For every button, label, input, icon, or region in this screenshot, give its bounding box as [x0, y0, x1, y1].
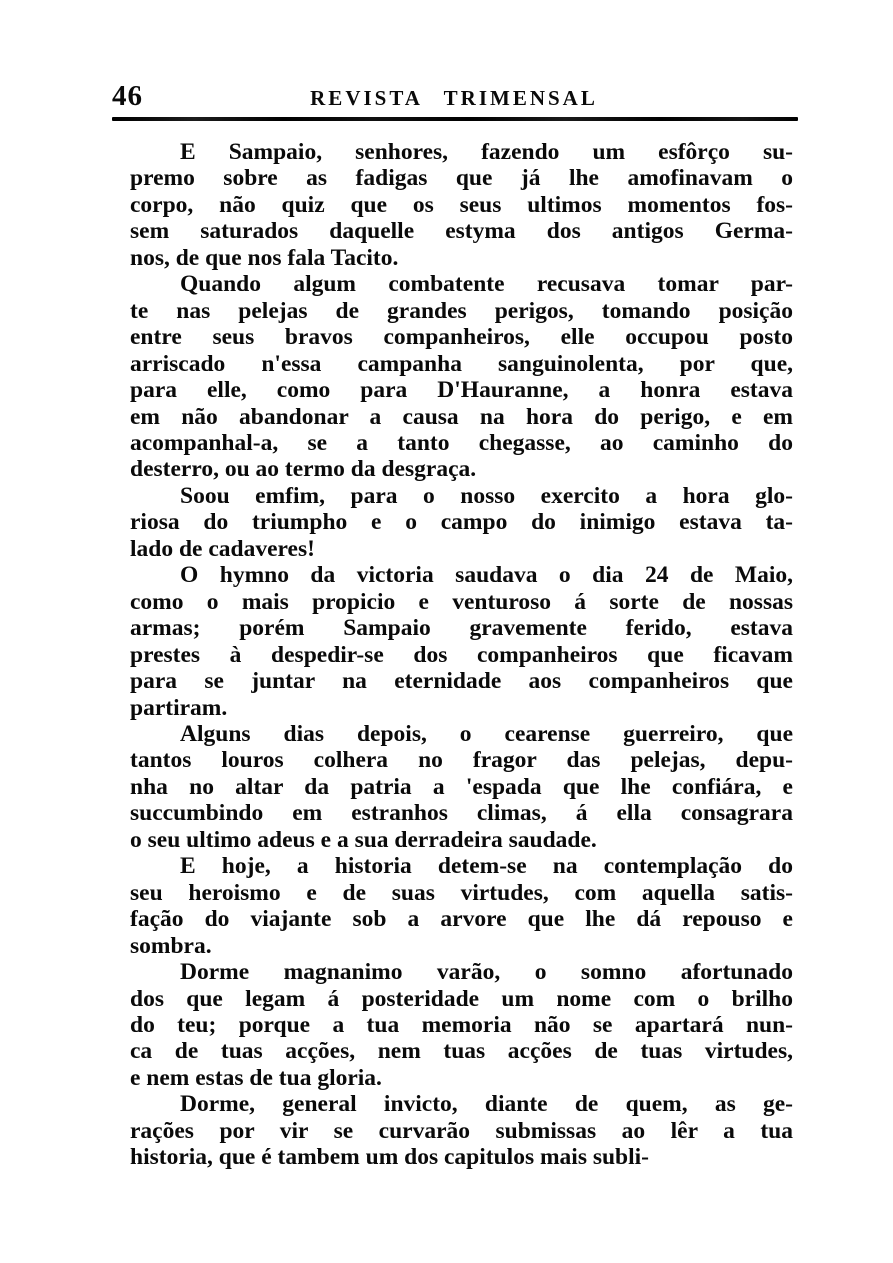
- header-rule: [112, 117, 798, 121]
- text-line: do teu; porque a tua memoria não se apartará nun-: [130, 1011, 793, 1038]
- text-line: corpo, não quiz que os seus ultimos momentos fos-: [130, 191, 793, 218]
- page-number: 46: [112, 80, 143, 112]
- paragraph: [130, 483, 793, 562]
- text-line: rações por vir se curvarão submissas ao lêr a tua: [130, 1117, 793, 1144]
- text-line: tantos louros colhera no fragor das pelejas, depu-: [130, 747, 793, 774]
- text-line: desterro, ou ao termo da desgraça.: [130, 456, 477, 483]
- text-line: o seu ultimo adeus e a sua derradeira saudade.: [130, 826, 597, 853]
- text-line: arriscado n'essa campanha sanguinolenta, por que,: [130, 350, 793, 377]
- text-line: fação do viajante sob a arvore que lhe dá repouso e: [130, 906, 793, 933]
- paragraph: [130, 721, 793, 853]
- paragraph: [130, 139, 793, 271]
- page-body: [130, 139, 793, 1171]
- text-line: lado de cadaveres!: [130, 535, 315, 562]
- text-line: Soou emfim, para o nosso exercito a hora glo-: [180, 482, 793, 509]
- text-line: seu heroismo e de suas virtudes, com aquella satis-: [130, 879, 793, 906]
- header-title: REVISTA TRIMENSAL: [310, 86, 598, 110]
- text-line: nos, de que nos fala Tacito.: [130, 244, 399, 271]
- text-line: entre seus bravos companheiros, elle occupou posto: [130, 324, 793, 351]
- running-head: [110, 80, 798, 118]
- text-line: armas; porém Sampaio gravemente ferido, estava: [130, 615, 793, 642]
- text-line: historia, que é tambem um dos capitulos mais subli-: [130, 1144, 650, 1171]
- text-line: Alguns dias depois, o cearense guerreiro, que: [180, 720, 793, 747]
- text-line: e nem estas de tua gloria.: [130, 1064, 382, 1091]
- paragraph: [130, 562, 793, 721]
- text-line: ca de tuas acções, nem tuas acções de tuas virtudes,: [130, 1038, 793, 1065]
- text-line: E hoje, a historia detem-se na contemplação do: [180, 853, 793, 880]
- text-line: para elle, como para D'Hauranne, a honra estava: [130, 377, 793, 404]
- text-line: Dorme magnanimo varão, o somno afortunado: [180, 959, 793, 986]
- text-line: nha no altar da patria a 'espada que lhe confiára, e: [130, 773, 793, 800]
- text-line: acompanhal-a, se a tanto chegasse, ao caminho do: [130, 429, 793, 456]
- text-line: em não abandonar a causa na hora do perigo, e em: [130, 403, 793, 430]
- paragraph: [130, 271, 793, 483]
- text-line: sem saturados daquelle estyma dos antigos Germa-: [130, 218, 793, 245]
- text-line: partiram.: [130, 694, 228, 721]
- text-line: prestes à despedir-se dos companheiros que ficavam: [130, 641, 793, 668]
- paragraph: [130, 959, 793, 1091]
- text-line: como o mais propicio e venturoso á sorte de nossas: [130, 588, 793, 615]
- text-line: Quando algum combatente recusava tomar par-: [180, 271, 793, 298]
- text-line: premo sobre as fadigas que já lhe amofinavam o: [130, 165, 793, 192]
- text-line: riosa do triumpho e o campo do inimigo estava ta-: [130, 509, 793, 536]
- text-line: succumbindo em estranhos climas, á ella consagrara: [130, 800, 793, 827]
- text-line: O hymno da victoria saudava o dia 24 de Maio,: [180, 562, 793, 589]
- paragraph: [130, 1091, 793, 1170]
- text-line: para se juntar na eternidade aos companheiros que: [130, 668, 793, 695]
- text-line: te nas pelejas de grandes perigos, tomando posição: [130, 297, 793, 324]
- text-line: sombra.: [130, 932, 212, 959]
- text-line: E Sampaio, senhores, fazendo um esfôrço su-: [180, 139, 793, 165]
- text-line: Dorme, general invicto, diante de quem, as ge-: [180, 1091, 793, 1118]
- text-line: dos que legam á posteridade um nome com o brilho: [130, 985, 793, 1012]
- paragraph: [130, 853, 793, 959]
